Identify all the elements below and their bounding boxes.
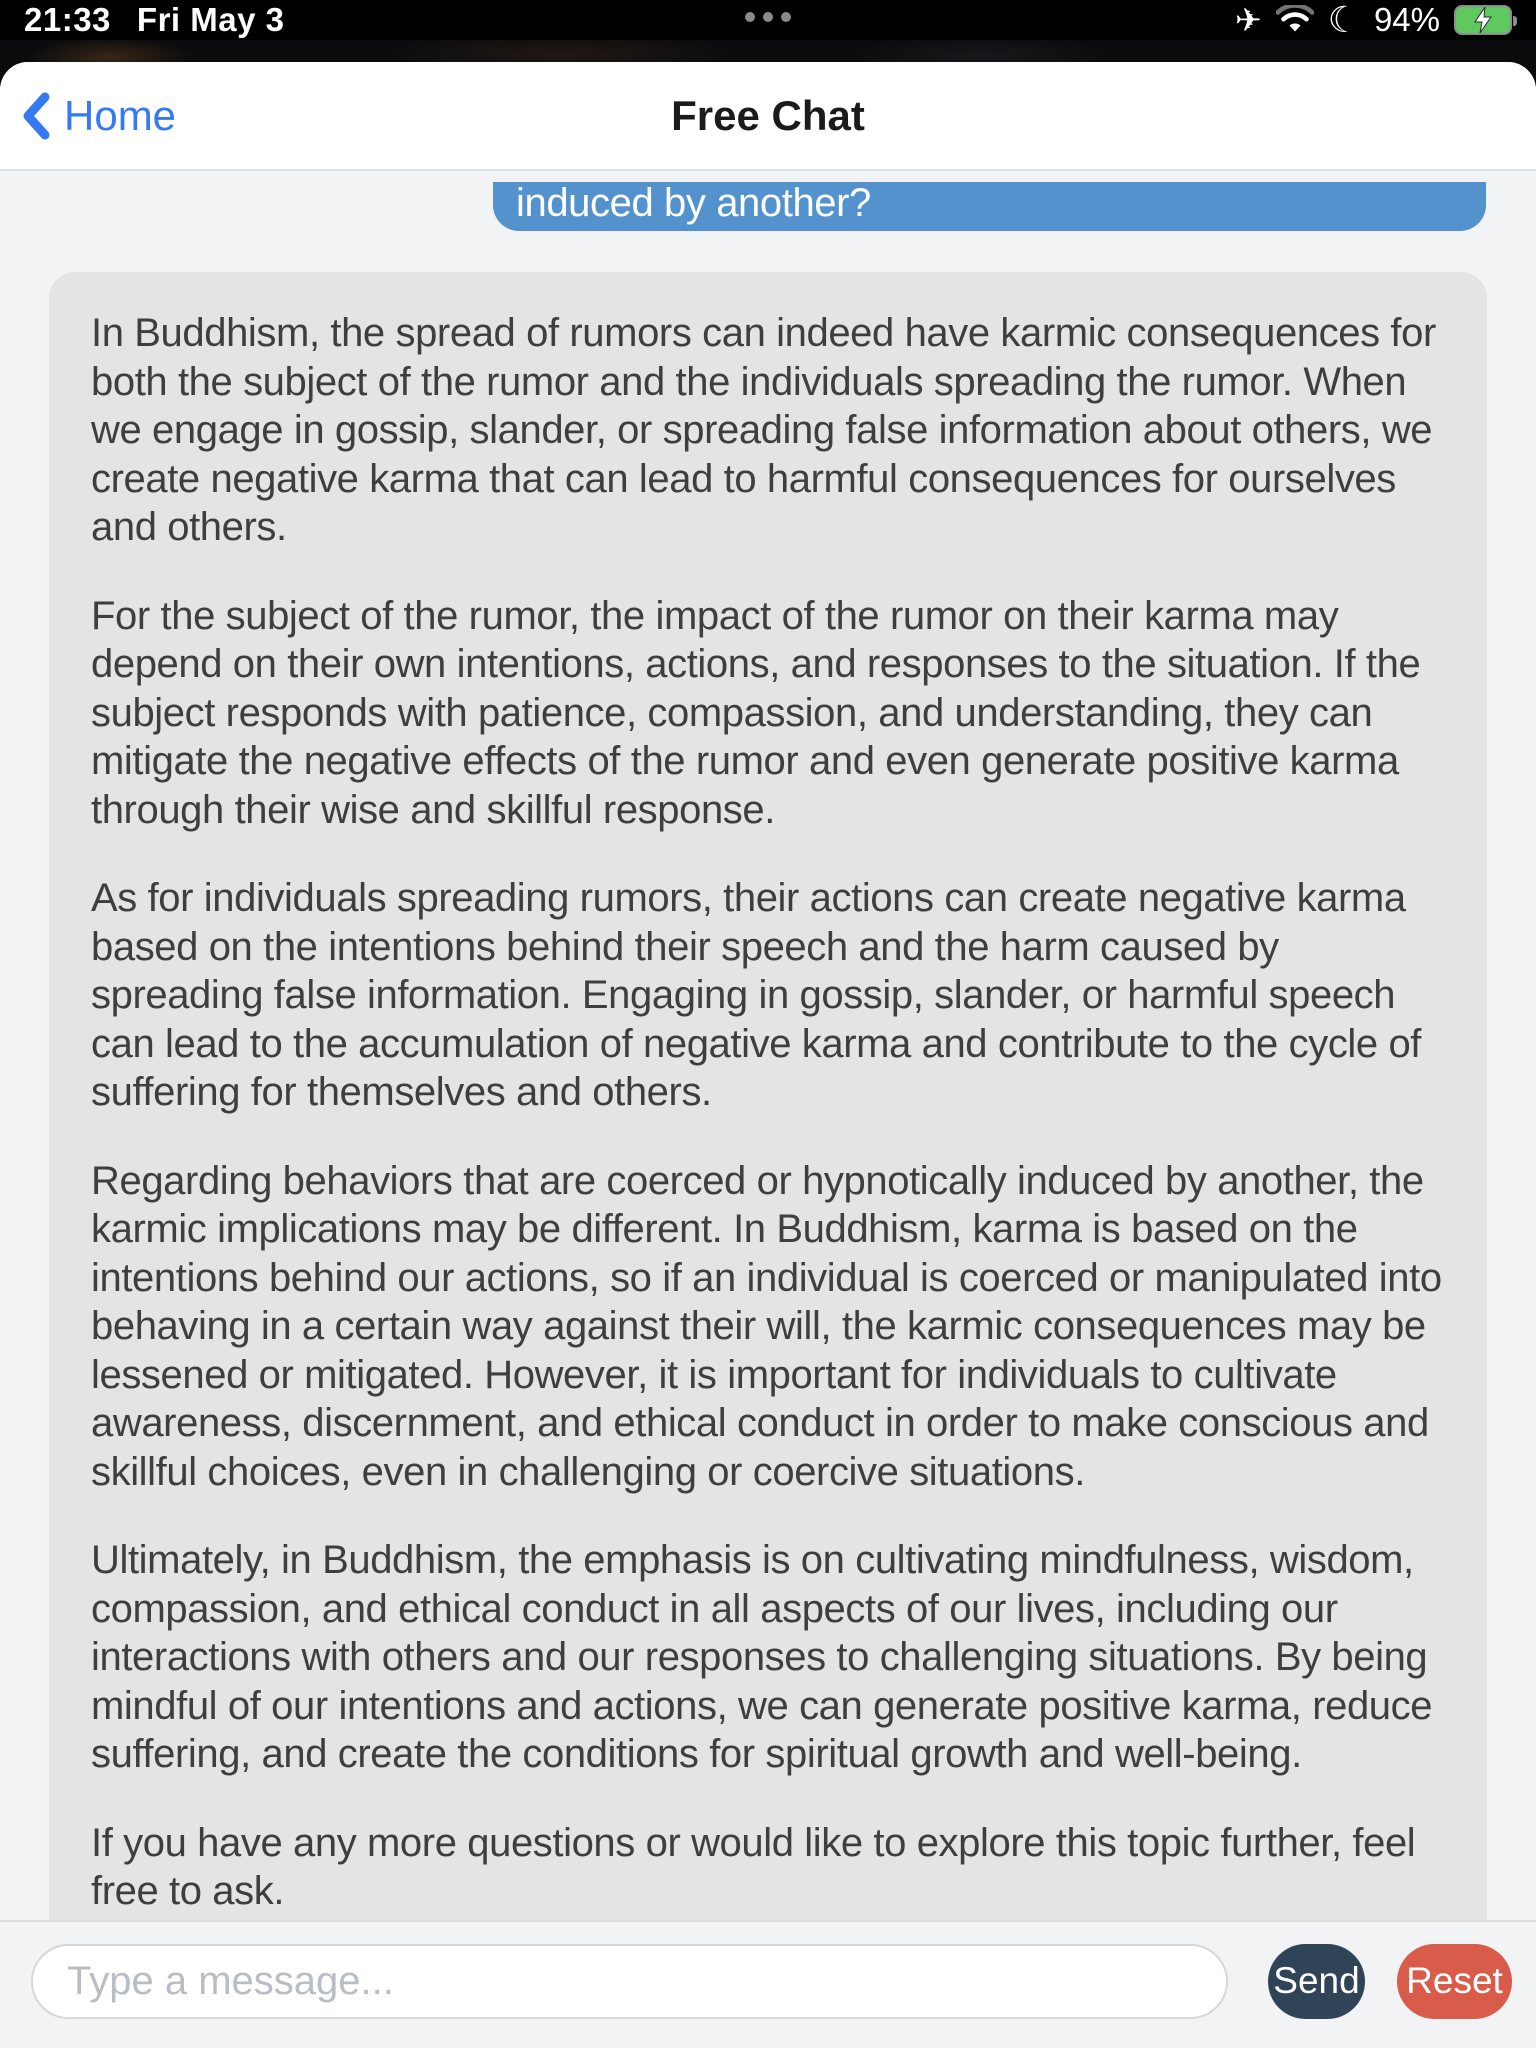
- page-title: Free Chat: [671, 91, 865, 139]
- multitasking-dots-icon[interactable]: [745, 12, 791, 22]
- wifi-icon: [1276, 5, 1314, 35]
- message-paragraph: Regarding behaviors that are coerced or hypnotically induced by another, the karmic implications may be different. In Buddhism, karma is based on the intentions behind our actions, so if an individual is coerced or manipulated into behaving in a certain way against their will, the karmic consequences may be lessened or mitigated. However, it is important for individuals to cultivate awareness, discernment, and ethical conduct in order to make conscious and skillful choices, even in challenging or coercive situations.: [91, 1158, 1442, 1494]
- navigation-bar: [0, 62, 1536, 171]
- send-button[interactable]: Send: [1268, 1944, 1365, 2019]
- chat-message-list[interactable]: [0, 171, 1536, 1920]
- status-bar: [0, 0, 1536, 40]
- message-paragraph: If you have any more questions or would like to explore this topic further, feel free to ask.: [91, 1820, 1416, 1913]
- user-message-text: induced by another?: [516, 182, 871, 225]
- user-message-bubble: [493, 182, 1486, 231]
- back-button-label: Home: [64, 91, 177, 139]
- do-not-disturb-moon-icon: ☾: [1327, 0, 1360, 40]
- status-time: 21:33: [24, 1, 111, 38]
- message-paragraph: For the subject of the rumor, the impact of the rumor on their karma may depend on their own intentions, actions, and responses to the situation. If the subject responds with patience, compassion, and understanding, they can mitigate the negative effects of the rumor and even generate positive karma through their wise and skillful response.: [91, 593, 1421, 832]
- reset-button[interactable]: Reset: [1397, 1944, 1512, 2019]
- assistant-message-bubble: [49, 272, 1487, 1920]
- message-input[interactable]: [31, 1944, 1228, 2019]
- free-chat-sheet: [0, 62, 1536, 2048]
- message-composer: [0, 1920, 1536, 2048]
- message-paragraph: In Buddhism, the spread of rumors can indeed have karmic consequences for both the subject of the rumor and the individuals spreading the rumor. When we engage in gossip, slander, or spreading false information about others, we create negative karma that can lead to harmful consequences for ourselves and others.: [91, 311, 1436, 549]
- battery-charging-icon: [1454, 5, 1512, 35]
- status-date: Fri May 3: [136, 1, 285, 38]
- message-paragraph: Ultimately, in Buddhism, the emphasis is on cultivating mindfulness, wisdom, compassion, and ethical conduct in all aspects of our lives, including our interactions with others and our responses to challenging situations. By being mindful of our intentions and actions, we can generate positive karma, reduce suffering, and create the conditions for spiritual growth and well-being.: [91, 1538, 1433, 1776]
- chevron-left-icon: [22, 92, 50, 140]
- back-button[interactable]: [22, 92, 176, 140]
- battery-percent: 94%: [1373, 1, 1440, 38]
- airplane-mode-icon: ✈: [1234, 2, 1262, 38]
- message-paragraph: As for individuals spreading rumors, their actions can create negative karma based on the intentions behind their speech and the harm caused by spreading false information. Engaging in gossip, slander, or harmful speech can lead to the accumulation of negative karma and contribute to the cycle of suffering for themselves and others.: [91, 876, 1422, 1114]
